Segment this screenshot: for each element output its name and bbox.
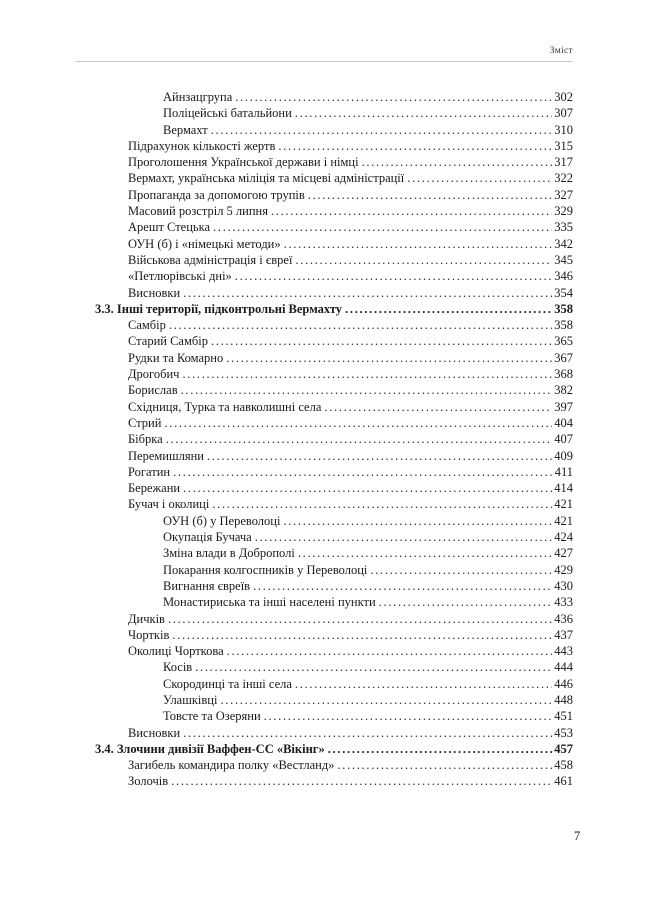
- toc-entry-page: 421: [554, 497, 573, 512]
- toc-entry-page: 345: [554, 252, 573, 267]
- dot-leader: [183, 725, 552, 741]
- toc-entry: [75, 105, 573, 121]
- toc-entry: [75, 480, 573, 496]
- toc-entry: [75, 529, 573, 545]
- toc-entry-page: 310: [554, 122, 573, 137]
- dot-leader: [295, 676, 552, 692]
- toc-entry-title: Загибель командира полку «Вестланд»: [128, 758, 335, 773]
- dot-leader: [173, 464, 553, 480]
- toc-entry-page: 436: [554, 611, 573, 626]
- dot-leader: [211, 333, 552, 349]
- toc-entry: [75, 333, 573, 349]
- page-content: [75, 46, 573, 790]
- dot-leader: [324, 399, 552, 415]
- toc-entry-page: 354: [554, 285, 573, 300]
- dot-leader: [172, 627, 552, 643]
- toc-entry-page: 453: [554, 725, 573, 740]
- toc-entry: [75, 285, 573, 301]
- toc-entry: [75, 122, 573, 138]
- toc-entry: [75, 741, 573, 757]
- dot-leader: [255, 529, 553, 545]
- toc-entry-title: Перемишляни: [128, 448, 204, 463]
- toc-entry-title: Висновки: [128, 725, 181, 740]
- toc-entry: [75, 203, 573, 219]
- dot-leader: [271, 203, 552, 219]
- toc-entry-title: 3.3. Інші території, підконтрольні Вермахту: [95, 301, 343, 316]
- toc-entry-page: 409: [554, 448, 573, 463]
- toc-entry-page: 414: [554, 481, 573, 496]
- toc-entry-page: 358: [554, 301, 573, 316]
- toc-entry-page: 335: [554, 220, 573, 235]
- dot-leader: [235, 268, 552, 284]
- toc-entry-title: Проголошення Української держави і німці: [128, 155, 359, 170]
- toc-entry: [75, 382, 573, 398]
- dot-leader: [183, 285, 552, 301]
- toc-entry: [75, 594, 573, 610]
- toc-entry: [75, 659, 573, 675]
- dot-leader: [168, 611, 552, 627]
- toc-entry-title: Околиці Чорткова: [128, 644, 224, 659]
- dot-leader: [283, 513, 552, 529]
- toc-entry-title: Підрахунок кількості жертв: [128, 138, 276, 153]
- toc-entry-page: 317: [554, 155, 573, 170]
- toc-entry: [75, 219, 573, 235]
- dot-leader: [337, 757, 552, 773]
- toc-entry: [75, 301, 573, 317]
- dot-leader: [166, 431, 553, 447]
- toc-entry: [75, 496, 573, 512]
- toc-entry-title: Рогатин: [128, 464, 171, 479]
- toc-entry-title: Монастириська та інші населені пункти: [163, 595, 376, 610]
- toc-entry-title: Покарання колгоспників у Переволоці: [163, 562, 368, 577]
- toc-entry: [75, 268, 573, 284]
- toc-entry-title: ОУН (б) у Переволоці: [163, 513, 281, 528]
- toc-entry: [75, 545, 573, 561]
- toc-entry-title: Бучач і околиці: [128, 497, 210, 512]
- toc-entry-title: ОУН (б) і «німецькі методи»: [128, 236, 281, 251]
- toc-entry: [75, 399, 573, 415]
- dot-leader: [169, 317, 552, 333]
- toc-entry-page: 329: [554, 204, 573, 219]
- toc-entry-page: 427: [554, 546, 573, 561]
- toc-entry: [75, 757, 573, 773]
- toc-entry: [75, 350, 573, 366]
- toc-entry-title: Скородинці та інші села: [163, 676, 292, 691]
- toc-entry: [75, 611, 573, 627]
- toc-entry-page: 424: [554, 530, 573, 545]
- dot-leader: [278, 138, 552, 154]
- toc-entry: [75, 89, 573, 105]
- toc-entry: [75, 643, 573, 659]
- dot-leader: [211, 122, 553, 138]
- toc-entry-title: Вермахт, українська міліція та місцеві адміністрації: [128, 171, 405, 186]
- toc-entry-page: 446: [554, 676, 573, 691]
- dot-leader: [213, 219, 552, 235]
- toc-entry-title: Військова адміністрація і євреї: [128, 252, 293, 267]
- toc-entry-title: Масовий розстріл 5 липня: [128, 204, 268, 219]
- dot-leader: [345, 301, 552, 317]
- toc-entry-page: 421: [554, 513, 573, 528]
- toc-entry-title: Дрогобич: [128, 367, 180, 382]
- toc-entry: [75, 236, 573, 252]
- toc-entry-page: 368: [554, 367, 573, 382]
- toc-entry-page: 397: [554, 399, 573, 414]
- toc-entry-title: Бібрка: [128, 432, 163, 447]
- dot-leader: [235, 89, 552, 105]
- toc-list: [75, 89, 573, 790]
- dot-leader: [407, 170, 552, 186]
- dot-leader: [295, 252, 552, 268]
- dot-leader: [171, 773, 552, 789]
- toc-entry-title: Окупація Бучача: [163, 530, 252, 545]
- toc-entry-title: Східниця, Турка та навколишні села: [128, 399, 322, 414]
- toc-entry: [75, 627, 573, 643]
- toc-entry: [75, 448, 573, 464]
- toc-entry: [75, 464, 573, 480]
- toc-entry-title: «Петлюрівські дні»: [128, 269, 232, 284]
- toc-entry-page: 407: [554, 432, 573, 447]
- toc-entry: [75, 692, 573, 708]
- toc-entry-page: 433: [554, 595, 573, 610]
- toc-entry: [75, 562, 573, 578]
- toc-entry-title: Вигнання євреїв: [163, 578, 251, 593]
- toc-entry-page: 448: [554, 692, 573, 707]
- toc-entry-page: 443: [554, 644, 573, 659]
- toc-entry-title: Айнзацгрупа: [163, 90, 233, 104]
- toc-entry-title: Стрий: [128, 415, 162, 430]
- toc-entry-page: 367: [554, 350, 573, 365]
- toc-entry-title: 3.4. Злочини дивізії Ваффен-СС «Вікінг»: [95, 741, 325, 756]
- toc-entry: [75, 154, 573, 170]
- toc-entry-title: Рудки та Комарно: [128, 350, 224, 365]
- dot-leader: [220, 692, 552, 708]
- toc-entry-page: 444: [554, 660, 573, 675]
- toc-entry: [75, 415, 573, 431]
- toc-entry-page: 437: [554, 627, 573, 642]
- toc-entry-title: Поліцейські батальйони: [163, 106, 292, 121]
- dot-leader: [379, 594, 553, 610]
- toc-entry-title: Товсте та Озеряни: [163, 709, 261, 724]
- toc-entry-title: Арешт Стецька: [128, 220, 211, 235]
- running-head: Зміст: [75, 46, 573, 62]
- toc-entry: [75, 513, 573, 529]
- dot-leader: [253, 578, 552, 594]
- toc-entry: [75, 676, 573, 692]
- toc-entry-page: 365: [554, 334, 573, 349]
- dot-leader: [284, 236, 553, 252]
- toc-entry-page: 342: [554, 236, 573, 251]
- page-number: 7: [574, 829, 581, 843]
- toc-entry-page: 430: [554, 578, 573, 593]
- toc-entry-page: 411: [554, 464, 573, 479]
- dot-leader: [164, 415, 552, 431]
- dot-leader: [362, 154, 553, 170]
- toc-entry: [75, 317, 573, 333]
- toc-entry-title: Борислав: [128, 383, 178, 398]
- toc-entry-page: 322: [554, 171, 573, 186]
- toc-entry-page: 302: [554, 90, 573, 104]
- toc-entry: [75, 725, 573, 741]
- dot-leader: [226, 350, 552, 366]
- dot-leader: [264, 708, 553, 724]
- toc-entry: [75, 773, 573, 789]
- toc-entry-title: Старий Самбір: [128, 334, 208, 349]
- toc-entry: [75, 252, 573, 268]
- toc-entry: [75, 138, 573, 154]
- dot-leader: [212, 496, 552, 512]
- toc-entry-page: 457: [554, 741, 573, 756]
- toc-entry: [75, 187, 573, 203]
- dot-leader: [295, 105, 552, 121]
- toc-entry-title: Вермахт: [163, 122, 208, 137]
- dot-leader: [195, 659, 552, 675]
- toc-entry-title: Косів: [163, 660, 193, 675]
- toc-entry-page: 451: [554, 709, 573, 724]
- dot-leader: [181, 382, 553, 398]
- toc-entry: [75, 708, 573, 724]
- toc-entry-title: Бережани: [128, 481, 181, 496]
- toc-entry: [75, 431, 573, 447]
- toc-entry-title: Золочів: [128, 774, 169, 789]
- dot-leader: [183, 480, 552, 496]
- toc-entry-page: 315: [554, 138, 573, 153]
- toc-entry-page: 346: [554, 269, 573, 284]
- dot-leader: [370, 562, 552, 578]
- toc-entry-title: Пропаганда за допомогою трупів: [128, 187, 305, 202]
- toc-entry-title: Улашківці: [163, 692, 218, 707]
- dot-leader: [328, 741, 553, 757]
- dot-leader: [298, 545, 552, 561]
- toc-entry-page: 358: [554, 318, 573, 333]
- dot-leader: [308, 187, 552, 203]
- toc-entry: [75, 170, 573, 186]
- dot-leader: [207, 448, 552, 464]
- toc-entry-page: 404: [554, 415, 573, 430]
- toc-entry-title: Чортків: [128, 627, 170, 642]
- dot-leader: [182, 366, 552, 382]
- toc-entry: [75, 578, 573, 594]
- toc-entry-page: 327: [554, 187, 573, 202]
- toc-entry-page: 429: [554, 562, 573, 577]
- toc-entry-title: Самбір: [128, 318, 166, 333]
- toc-entry-title: Дичків: [128, 611, 165, 626]
- toc-entry-page: 307: [554, 106, 573, 121]
- toc-entry: [75, 366, 573, 382]
- toc-entry-page: 461: [554, 774, 573, 789]
- toc-entry-page: 382: [554, 383, 573, 398]
- toc-entry-page: 458: [554, 758, 573, 773]
- toc-entry-title: Зміна влади в Доброполі: [163, 546, 295, 561]
- dot-leader: [227, 643, 553, 659]
- toc-entry-title: Висновки: [128, 285, 181, 300]
